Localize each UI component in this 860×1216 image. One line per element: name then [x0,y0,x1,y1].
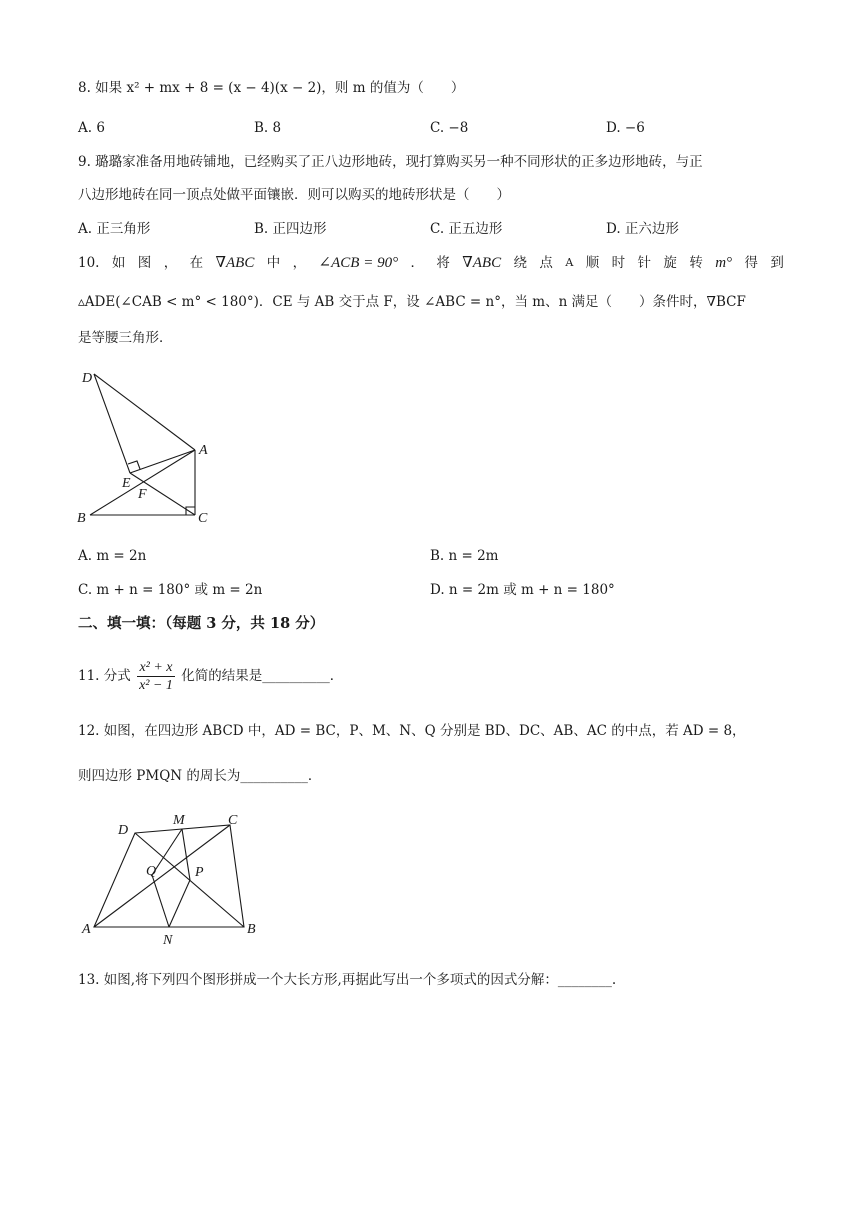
q9-stem-line2: 八边形地砖在同一顶点处做平面镶嵌．则可以购买的地砖形状是（ ） [78,187,510,203]
q8-option-d: D. −6 [606,120,645,136]
q9-option-b: B. 正四边形 [254,221,327,237]
q10-part: 转 [689,255,703,271]
q10-part: A [565,256,574,269]
q10-part: 10. [78,255,100,271]
q10-part: 到 [770,255,784,271]
q11-suffix: 化简的结果是__________． [181,668,344,684]
q10-part: 将 [436,255,450,271]
q9-stem-line1: 9. 璐璐家准备用地砖铺地，已经购买了正八边形地砖，现打算购买另一种不同形状的正多边形地砖，与正 [78,154,703,170]
q10-option-a: A. m = 2n [78,548,147,564]
q10-label-f: F [138,487,147,502]
q11-denominator: x² − 1 [139,678,173,693]
q12-label-d: D [118,823,129,838]
q10-option-b: B. n = 2m [430,548,499,564]
q10-part: 旋 [663,255,677,271]
q10-label-a: A [199,443,208,458]
q8-option-a: A. 6 [78,120,105,136]
q10-label-c: C [198,511,208,526]
q10-part: ∇ABC [462,255,502,271]
q9-option-d: D. 正六边形 [606,221,679,237]
q12-label-m: M [173,813,185,828]
q10-part: ， [163,255,178,271]
q12-label-c: C [228,813,238,828]
q10-part: 得 [744,255,758,271]
q12-quadrilateral-figure [78,806,268,951]
q10-part: 图 [137,255,152,271]
q10-part: 在 [189,255,204,271]
q10-part: 顺 [585,255,600,271]
q10-stem-line3: 是等腰三角形． [78,330,173,346]
q11-numerator: x² + x [137,659,175,677]
q10-part: 如 [111,255,126,271]
q10-label-d: D [82,371,93,386]
q12-stem-line2: 则四边形 PMQN 的周长为__________． [78,768,322,784]
q10-option-c: C. m + n = 180° 或 m = 2n [78,582,263,598]
q11-prefix: 11. 分式 [78,668,131,684]
q8-stem: 8. 如果 x² + mx + 8 = (x − 4)(x − 2)，则 m 的值为（ ） [78,80,465,96]
q10-part: ， [292,255,307,271]
q12-label-a: A [82,922,91,937]
q12-label-n: N [163,933,173,948]
q12-label-b: B [247,922,256,937]
q10-part: 绕 [513,255,528,271]
q12-label-q: Q [146,864,157,879]
q13-stem: 13. 如图,将下列四个图形拼成一个大长方形,再据此写出一个多项式的因式分解：________. [78,972,617,988]
q11-stem [78,654,343,698]
q12-stem-line1: 12. 如图，在四边形 ABCD 中，AD = BC，P、M、N、Q 分别是 BD、DC、AB、AC 的中点，若 AD = 8， [78,723,746,739]
q11-fraction [137,659,175,694]
section-heading: 二、填一填：（每题 3 分，共 18 分） [78,615,325,632]
q10-part: ∠ACB = 90° [318,255,399,271]
q12-label-p: P [195,865,204,880]
q10-stem-line2: ▵ADE(∠CAB < m° < 180°)．CE 与 AB 交于点 F，设 ∠ABC = n°，当 m、n 满足（ ）条件时，∇BCF [78,294,746,310]
q10-part: 针 [637,255,651,271]
q8-option-c: C. −8 [430,120,469,136]
q10-part: 中 [266,255,281,271]
q9-option-a: A. 正三角形 [78,221,151,237]
q10-part: ∇ABC [215,255,255,271]
q10-part: 点 [539,255,553,271]
q10-option-d: D. n = 2m 或 m + n = 180° [430,582,615,598]
q10-triangle-figure [70,360,230,530]
q9-option-c: C. 正五边形 [430,221,503,237]
q10-label-e: E [122,476,131,491]
q10-label-b: B [77,511,86,526]
q10-stem-line1 [78,253,784,273]
q8-option-b: B. 8 [254,120,282,136]
q10-part: m° [715,255,733,271]
q10-part: ． [410,255,424,271]
q10-part: 时 [611,255,626,271]
